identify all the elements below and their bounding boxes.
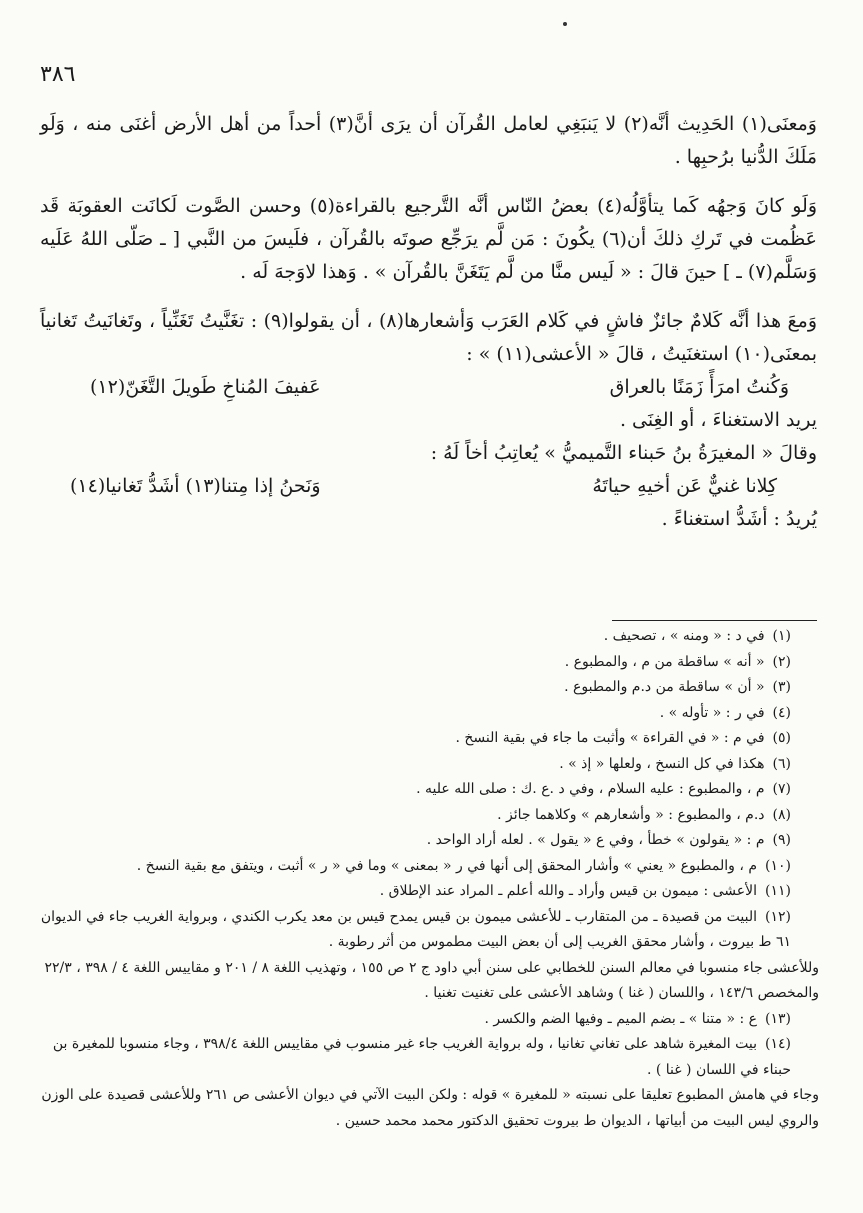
footnote-11 xyxy=(40,879,819,905)
verse-mughira-first-hemistich: كِلانا غنيٌّ عَن أخيهِ حياتَهُ xyxy=(592,475,777,497)
verse-mughira-second-hemistich: وَنَحنُ إذا مِتنا(١٣) أشَدُّ تَغانيا(١٤) xyxy=(70,475,321,497)
footnote-8 xyxy=(40,803,819,829)
footnote-text: وجاء في هامش المطبوع تعليقا على نسبته « للمغيرة » قوله : ولكن البيت الآتي في ديوان الأعشى ص ٢٦١ وللأعشى قصيدة على الوزن والروي ليس البيت من أبياتها ، الديوان ط بيروت تحقيق الدكتور محمد محمد حسين . xyxy=(41,1087,819,1129)
footnote-text: « أنه » ساقطة من م ، والمطبوع . xyxy=(564,653,765,670)
footnote-text: د.م ، والمطبوع : « وأشعارهم » وكلاهما جائز . xyxy=(497,806,765,823)
footnote-13 xyxy=(40,1007,819,1033)
footnote-text: في م : « في القراءة » وأثبت ما جاء في بقية النسخ . xyxy=(455,730,765,746)
footnote-text: وللأعشى جاء منسوبا في معالم السنن للخطابي على سنن أبي داود ج ٢ ص ١٥٥ ، وتهذيب اللغة ٨ / ٢٠١ و مقاييس اللغة ٤ / ٣٩٨ ، ٢٢/٣ والمخصص ١٤٣/٦ ، واللسان ( غنا ) وشاهد الأعشى على تغنيت تغنيا . xyxy=(44,959,819,1001)
footnote-text: م ، والمطبوع : عليه السلام ، وفي د .ع .ك : صلى الله عليه . xyxy=(416,781,765,797)
footnote-10 xyxy=(40,854,819,880)
footnote-text: البيت من قصيدة ـ من المتقارب ـ للأعشى ميمون بن قيس يمدح قيس بن معد يكرب الكندي ، وبرواية الغريب جاء في الديوان ٦١ ط بيروت ، وأشار محقق الغريب إلى أن بعض البيت مطموس من أثر رطوبة . xyxy=(40,908,791,950)
footnotes xyxy=(40,624,819,1134)
footnote-12 xyxy=(40,905,819,956)
paragraph-3: وَمعَ هذا أنَّه كَلامٌ جائزٌ فاشٍ في كَلام العَرَب وَأشعارها(٨) ، أن يقولوا(٩) : تغَنَّيتُ تَغَنِّياً ، وتَغانَيتُ تَغانياً بمعنَى(١٠) استغنَيتُ ، قالَ « الأعشى(١١) » : xyxy=(40,310,817,365)
footnote-text: « أن » ساقطة من د.م والمطبوع . xyxy=(564,679,765,695)
footnote-text: في ر : « تأوله » . xyxy=(659,704,765,721)
footnote-text: ع : « متنا » ـ بضم الميم ـ وفيها الضم والكسر . xyxy=(484,1010,758,1027)
verse-alasha-explanation: يريد الاستغناءَ ، أو الغِنَى . xyxy=(619,409,817,431)
footnote-text: م ، والمطبوع « يعني » وأشار المحقق إلى أنها في ر « بمعنى » وما في « ر » أثبت ، ويتفق مع بقية النسخ . xyxy=(136,857,758,874)
footnote-5 xyxy=(40,726,819,752)
footnote-number: (١) xyxy=(772,628,791,644)
verse-mughira-explanation: يُريدُ : أشَدُّ استغناءً . xyxy=(661,508,817,530)
verse-mughira xyxy=(70,470,777,503)
footnote-3 xyxy=(40,675,819,701)
footnote-9 xyxy=(40,828,819,854)
footnote-text: في د : « ومنه » ، تصحيف . xyxy=(603,628,765,644)
footnote-text: بيت المغيرة شاهد على تغاني تغانيا ، وله برواية الغريب جاء غير منسوب في مقاييس اللغة ٣٩٨/٤ ، وجاء منسوبا للمغيرة بن حبناء في اللسان ( غنا ) . xyxy=(52,1036,791,1078)
footnote-14-continuation xyxy=(40,1083,819,1134)
main-text xyxy=(40,108,817,536)
paragraph-2: وَلَو كانَ وَجهُه كَما يتأوَّلُه(٤) بعضُ النّاس أنَّه التَّرجيع بالقراءة(٥) وحسن الصَّوت لَكانَت العقوبَة قَد عَظُمت في تَركِ ذلكَ أن(٦) يكُونَ : مَن لَّم يرَجِّع صوتَه بالقُرآن ، فلَيسَ من النَّبي [ ـ صَلّى اللهُ عَلَيه وَسَلَّم(٧) ـ ] حينَ قالَ : « لَيس منَّا من لَّم يَتَغَنَّ بالقُرآن » . وَهذا لاوَجهَ لَه . xyxy=(40,195,817,283)
verse-alasha-first-hemistich: وَكُنتُ امرَأً زَمَنًا بالعراق xyxy=(609,376,789,398)
footnote-14 xyxy=(40,1032,819,1083)
verse-alasha-second-hemistich: عَفيفَ المُناخِ طَويلَ التَّغَنّ(١٢) xyxy=(90,376,321,398)
footnote-number: (١١) xyxy=(765,883,791,899)
footnote-divider xyxy=(612,620,817,621)
footnote-number: (١٠) xyxy=(765,857,791,874)
footnote-6 xyxy=(40,752,819,778)
footnote-number: (٨) xyxy=(772,806,791,823)
footnote-text: م : « يقولون » خطأ ، وفي ع « يقول » . لعله أراد الواحد . xyxy=(426,832,765,848)
footnote-number: (٩) xyxy=(772,832,791,848)
mughira-intro: وقالَ « المغيرَةُ بنُ حَبناء التَّميميُّ » يُعاتِبُ أخاً لَهُ : xyxy=(430,442,817,464)
footnote-7 xyxy=(40,777,819,803)
footnote-number: (٧) xyxy=(772,781,791,797)
ink-speck xyxy=(563,22,567,26)
footnote-number: (١٤) xyxy=(765,1036,791,1052)
footnote-number: (٥) xyxy=(772,730,791,746)
footnote-number: (١٢) xyxy=(765,908,791,925)
footnote-number: (٢) xyxy=(772,653,791,670)
footnote-2 xyxy=(40,650,819,676)
footnote-1 xyxy=(40,624,819,650)
paragraph-1: وَمعنَى(١) الحَدِيث أنَّه(٢) لا يَنبَغِي لعامل القُرآن أن يرَى أنَّ(٣) أحداً من أهل الأرض أغنَى منه ، وَلَو مَلَكَ الدُّنيا برُحبِها . xyxy=(40,113,817,168)
footnote-number: (١٣) xyxy=(765,1010,791,1027)
footnote-number: (٦) xyxy=(772,755,791,772)
footnote-text: هكذا في كل النسخ ، ولعلها « إذ » . xyxy=(559,755,765,772)
footnote-number: (٣) xyxy=(772,679,791,695)
page-number: ٣٨٦ xyxy=(40,62,76,87)
footnote-number: (٤) xyxy=(772,704,791,721)
verse-alasha xyxy=(90,371,789,404)
footnote-4 xyxy=(40,701,819,727)
footnote-text: الأعشى : ميمون بن قيس وأراد ـ والله أعلم ـ المراد عند الإطلاق . xyxy=(379,883,758,899)
footnote-12-continuation xyxy=(40,956,819,1007)
